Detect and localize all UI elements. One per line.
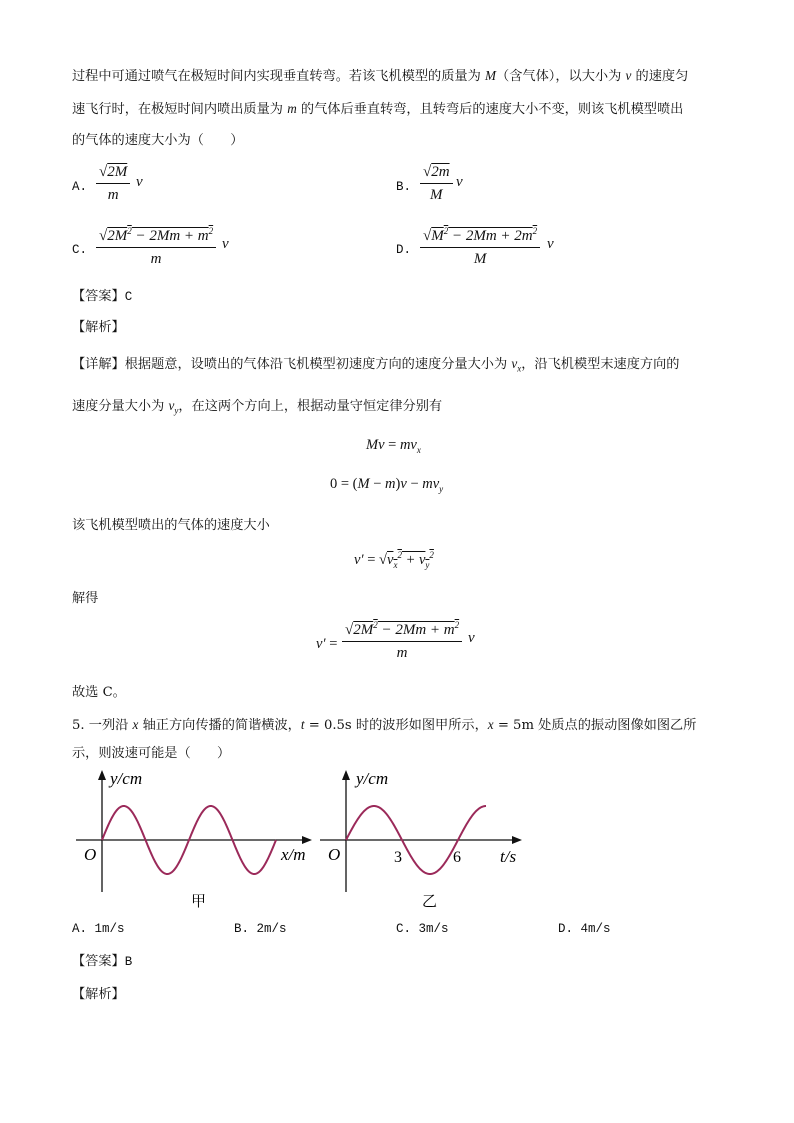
option-c-label: C. (72, 243, 88, 257)
q5-option-c: C. 3m/s (396, 922, 449, 936)
q5-option-d: D. 4m/s (558, 922, 611, 936)
equation-1: $Mv = mv_x$ (366, 437, 421, 455)
option-a-label: A. (72, 180, 88, 194)
jia-caption: 甲 (191, 894, 207, 910)
detail-line-3: 该飞机模型喷出的气体的速度大小 (72, 518, 270, 533)
answer-value: C (124, 290, 133, 304)
equation-4-lhs: v′ = (316, 636, 338, 652)
yi-caption: 乙 (422, 894, 438, 910)
option-b-formula: √2m M v (420, 164, 453, 204)
q5-line-2: 示，则波速可能是（ ） (72, 746, 231, 761)
jia-origin: O (84, 845, 97, 864)
option-d-formula: $√M^2 - 2Mm + 2m^2$ M v (420, 226, 540, 268)
detail-line-4: 解得 (72, 591, 99, 606)
equation-3: $v' = √v_x^2 + v_y^2$ (354, 550, 434, 570)
figure-jia (68, 768, 318, 918)
jia-y-arrow (98, 770, 106, 780)
yi-origin: O (328, 845, 341, 864)
option-c-formula: $√2M^2 - 2Mm + m^2$ m v (96, 226, 216, 268)
option-a-formula: √2M m v (96, 164, 130, 204)
question-intro-line-2: 速飞行时，在极短时间内喷出质量为 m 的气体后垂直转弯，且转弯后的速度大小不变，则该飞机模型喷出 (72, 101, 684, 117)
yi-x-arrow (512, 836, 522, 844)
q5-answer-line (72, 952, 132, 972)
jia-y-label: y/cm (110, 769, 143, 788)
jia-x-label: x/m (281, 845, 306, 864)
figure-yi (314, 768, 526, 918)
q5-line-1: 5. 一列沿 x 轴正方向传播的简谐横波，t = 0.5s 时的波形如图甲所示，x = 5m 处质点的振动图像如图乙所 (72, 717, 697, 733)
question-intro-line-1: 过程中可通过喷气在极短时间内实现垂直转弯。若该飞机模型的质量为 M（含气体），以大小为 v 的速度匀 (72, 68, 689, 84)
yi-y-arrow (342, 770, 350, 780)
answer-tag: 【答案】 (72, 289, 125, 304)
option-b-label: B. (396, 180, 412, 194)
question-intro-line-3: 的气体的速度大小为（ ） (72, 133, 244, 148)
q5-answer-tag: 【答案】 (72, 954, 125, 969)
detail-line-5: 故选 C。 (72, 685, 126, 700)
analysis-tag: 【解析】 (72, 320, 125, 335)
q5-option-b: B. 2m/s (234, 922, 287, 936)
detail-line-2: 速度分量大小为 $v_y$，在这两个方向上，根据动量守恒定律分别有 (72, 398, 443, 416)
detail-line-1: 【详解】根据题意，设喷出的气体沿飞机模型初速度方向的速度分量大小为 $v_x$，沿飞机模型末速度方向的 (72, 356, 680, 374)
yi-tick-3: 3 (394, 849, 402, 866)
equation-2: $0 = (M - m)v - mv_y$ (330, 476, 444, 494)
q5-analysis-tag: 【解析】 (72, 987, 125, 1002)
q5-answer-value: B (124, 955, 133, 969)
jia-x-arrow (302, 836, 312, 844)
q5-option-a: A. 1m/s (72, 922, 125, 936)
option-d-label: D. (396, 243, 412, 257)
equation-4-fraction: $√2M^2 - 2Mm + m^2$ m v (342, 620, 462, 662)
yi-tick-6: 6 (453, 849, 461, 866)
yi-y-label: y/cm (356, 769, 389, 788)
answer-line (72, 287, 132, 307)
yi-x-label: t/s (500, 847, 517, 866)
